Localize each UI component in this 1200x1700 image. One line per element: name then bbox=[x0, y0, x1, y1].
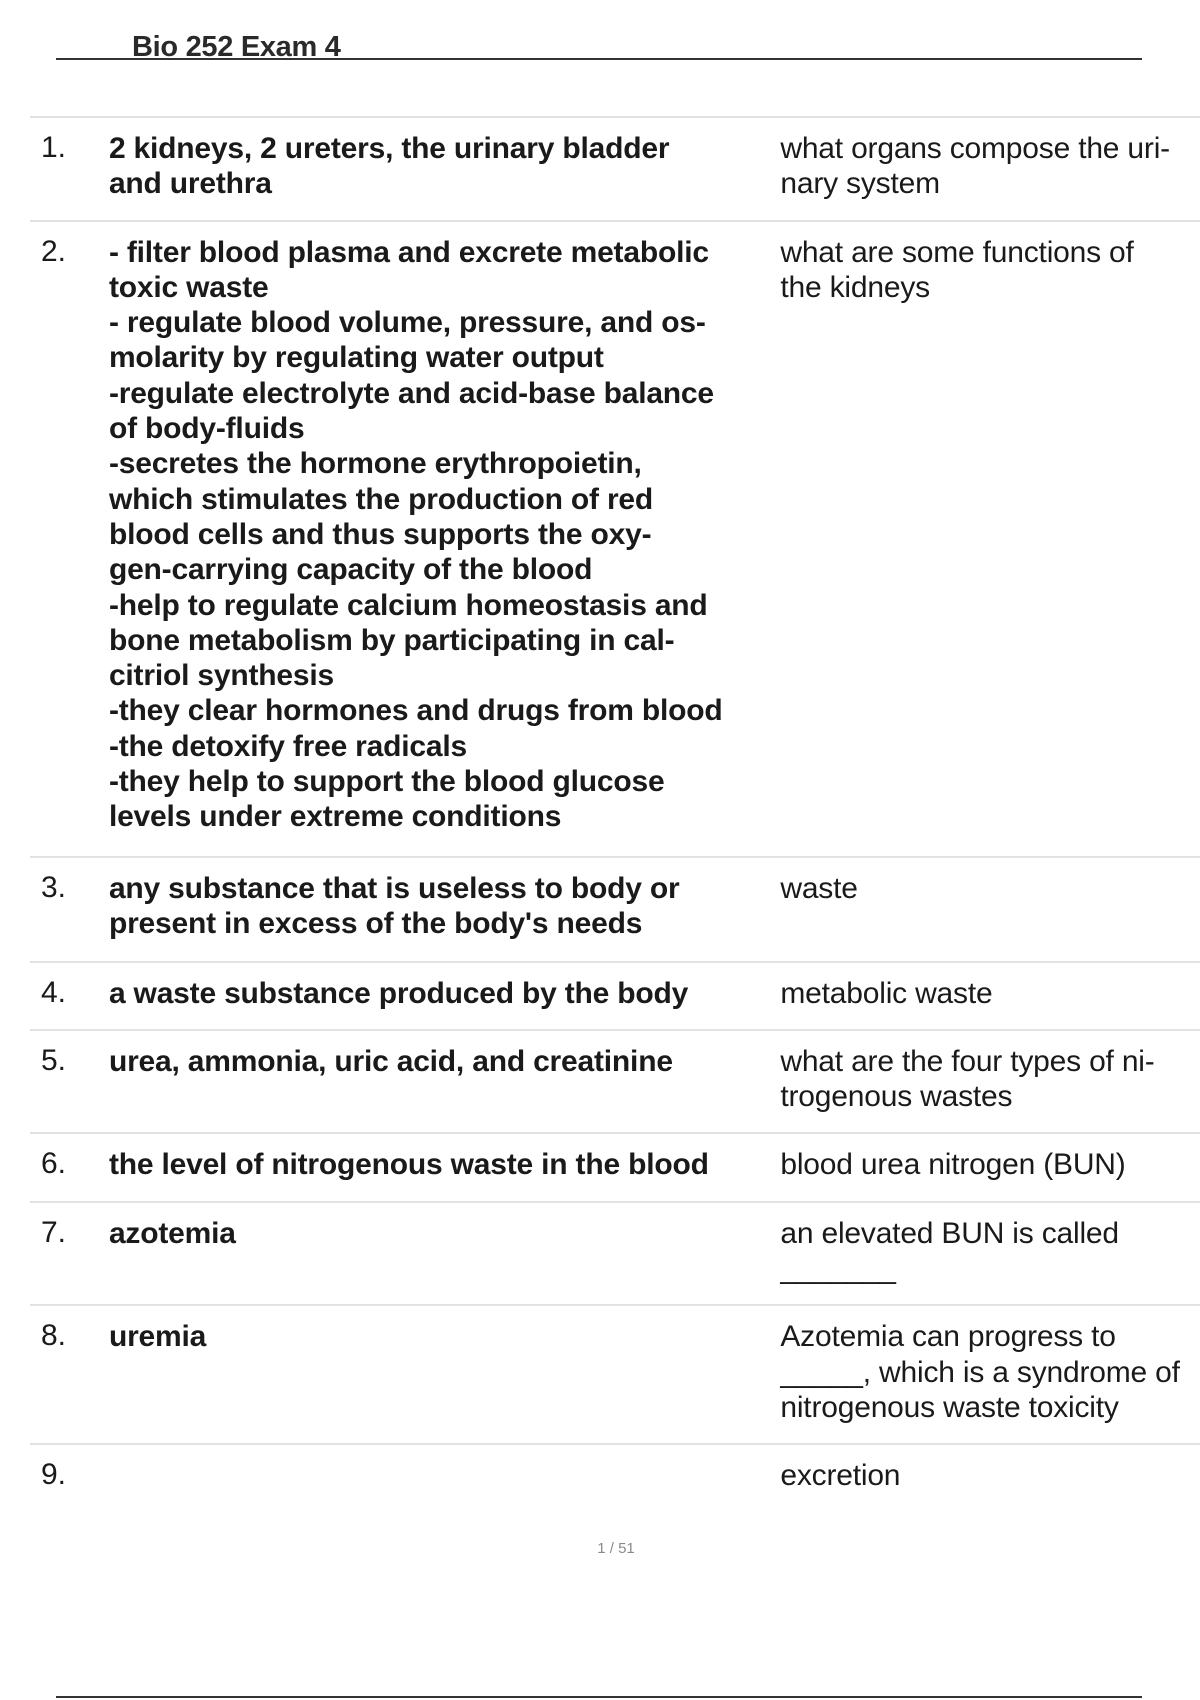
card-definition: what organs compose the uri- nary system bbox=[780, 132, 1170, 201]
card-term: the level of nitrogenous waste in the blood bbox=[108, 1148, 709, 1182]
card-term: urea, ammonia, uric acid, and creatinine bbox=[108, 1044, 673, 1078]
card-number: 6. bbox=[41, 1147, 67, 1181]
card-term: 2 kidneys, 2 ureters, the urinary bladder and urethra bbox=[108, 132, 670, 201]
card-row bbox=[30, 1443, 1200, 1511]
card-number: 4. bbox=[41, 975, 67, 1009]
page-header bbox=[56, 30, 1142, 63]
footer-divider bbox=[56, 1696, 1142, 1698]
card-number: 1. bbox=[41, 131, 67, 164]
card-definition: excretion bbox=[780, 1459, 901, 1493]
card-row bbox=[30, 961, 1200, 1029]
page-number: 1 / 51 bbox=[597, 1540, 635, 1557]
card-term bbox=[109, 1445, 769, 1476]
card-definition: Azotemia can progress to _____, which is a syndrome of nitrogenous waste toxicity bbox=[780, 1320, 1180, 1424]
card-definition: metabolic waste bbox=[780, 976, 993, 1010]
card-term: a waste substance produced by the body bbox=[108, 976, 689, 1010]
card-number: 8. bbox=[41, 1319, 67, 1353]
card-row bbox=[30, 1201, 1200, 1305]
card-definition: an elevated BUN is called _______ bbox=[780, 1216, 1119, 1286]
card-row bbox=[30, 1304, 1200, 1443]
flashcard-table bbox=[30, 116, 1200, 1512]
card-term: uremia bbox=[108, 1320, 207, 1354]
card-definition: what are the four types of ni- trogenous wastes bbox=[780, 1044, 1155, 1114]
card-row bbox=[30, 220, 1200, 856]
card-term: any substance that is useless to body or present in excess of the body's needs bbox=[108, 871, 680, 940]
card-row bbox=[30, 1132, 1200, 1200]
card-row bbox=[30, 116, 1200, 220]
document-title: Bio 252 Exam 4 bbox=[132, 31, 341, 63]
card-number: 5. bbox=[41, 1043, 67, 1077]
card-number: 9. bbox=[41, 1458, 67, 1492]
card-definition: blood urea nitrogen (BUN) bbox=[780, 1148, 1126, 1182]
card-number: 3. bbox=[41, 870, 67, 904]
card-term: azotemia bbox=[108, 1216, 236, 1250]
card-number: 2. bbox=[41, 234, 67, 268]
card-definition: waste bbox=[780, 871, 858, 905]
card-definition: what are some functions of the kidneys bbox=[780, 235, 1134, 304]
card-row bbox=[30, 856, 1200, 961]
card-number: 7. bbox=[41, 1215, 67, 1249]
card-term: - filter blood plasma and excrete metabolic toxic waste - regulate blood volume, pressure, and os- molarity by regulating water output -regulate electrolyte and acid-base balance of body-fluids -secretes the hormone erythropoietin, which stimulates the production of red blood cells and thus supports the oxy- gen-carrying capacity of the blood -help to regulate calcium homeostasis and bone metabolism by participating in cal- citriol synthesis -they clear hormones and drugs from blood -the detoxify free radicals -they help to support the blood glucose levels under extreme conditions bbox=[108, 235, 723, 834]
card-row bbox=[30, 1029, 1200, 1133]
